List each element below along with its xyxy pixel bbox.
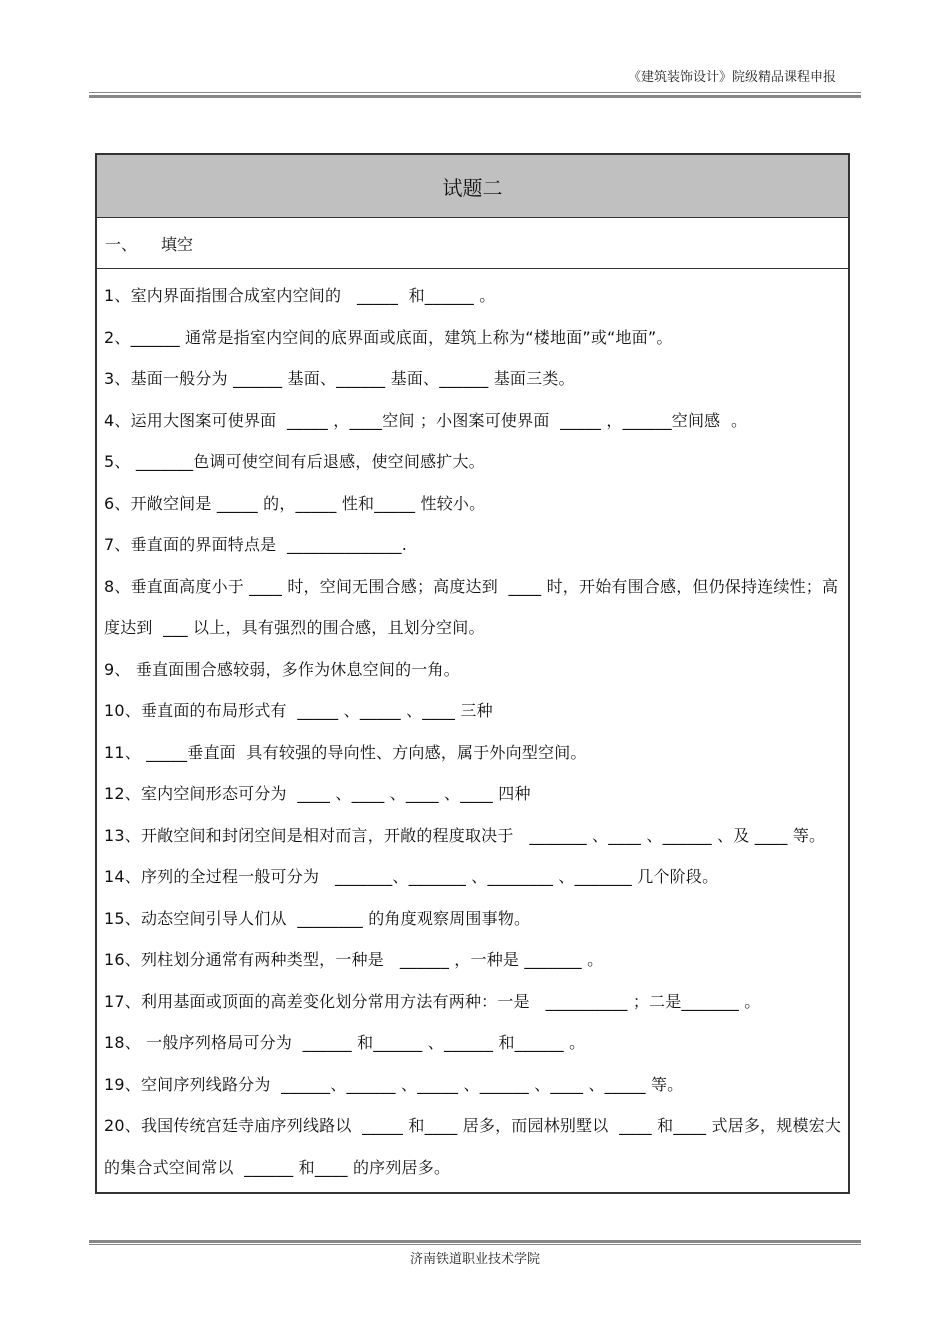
page-header-title: 《建筑装饰设计》院级精品课程申报 — [627, 70, 836, 85]
question-item: 11、 _____垂直面 具有较强的导向性、方向感，属于外向型空间。 — [104, 742, 587, 762]
question-item: 2、______ 通常是指室内空间的底界面或底面，建筑上称为“楼地面”或“地面”。 — [104, 327, 673, 347]
question-item: 20、我国传统宫廷寺庙序列线路以 _____ 和____ 居多，而园林别墅以 ____ 和____ 式居多，规模宏大的集合式空间常以 ______ 和____ 的序列居多。 — [104, 1116, 842, 1177]
question-item: 5、 _______色调可使空间有后退感，使空间感扩大。 — [104, 452, 485, 471]
question-item: 12、室内空间形态可分为 ____ 、____ 、____ 、____ 四种 — [104, 784, 531, 803]
section-heading — [97, 218, 848, 269]
question-item: 16、列柱划分通常有两种类型，一种是 ______ ，一种是 _______ 。 — [104, 950, 604, 969]
question-item: 8、垂直面高度小于 ____ 时，空间无围合感；高度达到 ____ 时，开始有围合感，但仍保持连续性；高度达到 ___ 以上，具有强烈的围合感，且划分空间。 — [104, 576, 839, 637]
question-item: 18、 一般序列格局可分为 ______ 和______ 、______ 和______ 。 — [104, 1033, 586, 1052]
question-item: 17、利用基面或顶面的高差变化划分常用方法有两种：一是 __________ ；二是_______ 。 — [104, 991, 761, 1011]
footer-school-name: 济南铁道职业技术学院 — [409, 1252, 540, 1267]
header-rule-thin — [89, 92, 861, 93]
question-list — [97, 269, 848, 1192]
question-item: 1、室内界面指围合成室内空间的 _____ 和______ 。 — [104, 286, 496, 305]
question-item: 15、动态空间引导人们从 ________ 的角度观察周围事物。 — [104, 908, 531, 928]
question-item: 19、空间序列线路分为 ______、______ 、_____ 、______ 、____ 、_____ 等。 — [104, 1074, 684, 1094]
section-label: 填空 — [161, 234, 194, 254]
question-item: 14、序列的全过程一般可分为 _______、_______ 、________ 、_______ 几个阶段。 — [104, 867, 719, 886]
question-item: 10、垂直面的布局形式有 _____ 、_____ 、____ 三种 — [104, 701, 493, 720]
footer-rule-thick — [89, 1240, 861, 1243]
exam-table — [95, 153, 850, 1194]
question-item: 9、 垂直面围合感较弱，多作为休息空间的一角。 — [104, 659, 460, 679]
question-item: 3、基面一般分为 ______ 基面、______ 基面、______ 基面三类。 — [104, 369, 575, 388]
question-item: 6、开敞空间是 _____ 的，_____ 性和_____ 性较小。 — [104, 493, 486, 513]
footer-rule-thin — [89, 1244, 861, 1245]
question-item: 7、垂直面的界面特点是 ______________. — [104, 535, 408, 554]
question-item: 13、开敞空间和封闭空间是相对而言，开敞的程度取决于 _______ 、____ 、______ 、及 ____ 等。 — [104, 825, 826, 845]
question-item: 4、运用大图案可使界面 _____ ，____空间 ；小图案可使界面 _____ ，______空间感 。 — [104, 410, 748, 430]
header-rule-thick — [89, 95, 861, 98]
exam-title: 试题二 — [97, 155, 848, 218]
section-number: 一、 — [105, 234, 138, 254]
